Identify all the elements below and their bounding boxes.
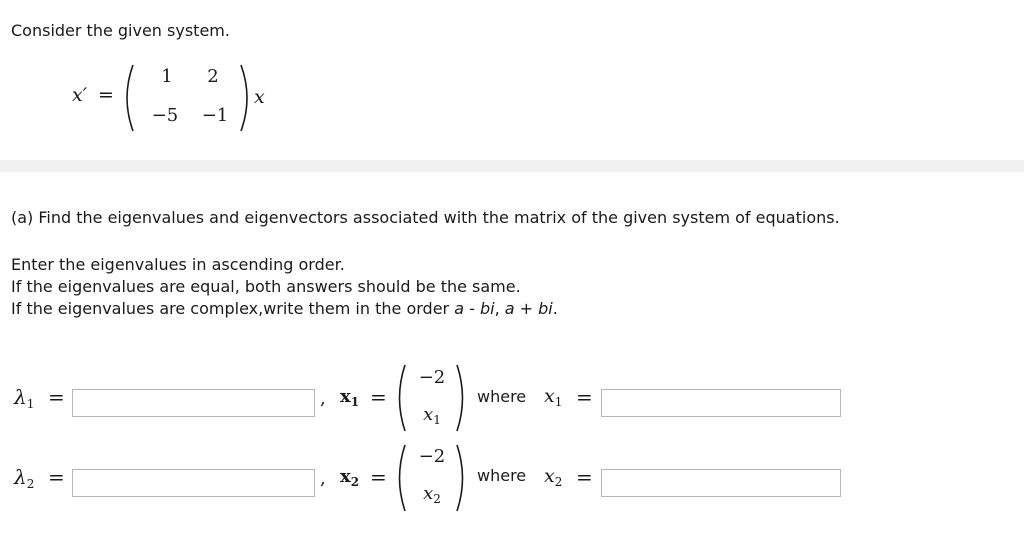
lambda-2-equals: =	[48, 465, 65, 489]
vector-1-top: −2	[418, 367, 446, 388]
instruction-complex-first: a - bi	[454, 299, 495, 318]
row-2-comma: ,	[320, 468, 326, 489]
x2-input[interactable]	[601, 469, 841, 497]
where-2-label: where	[477, 466, 527, 485]
lambda-1-label: $\lambda_1$	[14, 385, 35, 411]
instruction-complex-second: a + bi	[504, 299, 553, 318]
vector-1-right-paren	[454, 362, 470, 434]
instruction-sep: ,	[494, 299, 505, 318]
where-1-equals: =	[576, 385, 593, 409]
where-1-label: where	[477, 387, 527, 406]
part-a-question: (a) Find the eigenvalues and eigenvectors associated with the matrix of the given system of equations.	[11, 208, 840, 227]
system-lhs: x′	[72, 84, 88, 106]
row-1-comma: ,	[320, 388, 326, 409]
instruction-line-3-prefix: If the eigenvalues are complex,write them in the order	[11, 299, 455, 318]
section-divider	[0, 160, 1024, 172]
vector-1-bottom: $x_1$	[423, 404, 441, 427]
lambda-1-equals: =	[48, 385, 65, 409]
vector-2-label: $x_2$	[340, 466, 360, 489]
instruction-line-1: Enter the eigenvalues in ascending order.	[11, 255, 345, 274]
matrix-cell-21: −5	[151, 105, 179, 126]
matrix-cell-12: 2	[207, 66, 219, 87]
instruction-line-2: If the eigenvalues are equal, both answers should be the same.	[11, 277, 521, 296]
instruction-end: .	[552, 299, 558, 318]
vector-2-left-paren	[392, 442, 408, 514]
system-rhs: x	[254, 86, 265, 108]
vector-1-label: $x_1$	[340, 386, 360, 409]
matrix-cell-22: −1	[201, 105, 229, 126]
where-2-equals: =	[576, 465, 593, 489]
lambda-2-input[interactable]	[72, 469, 315, 497]
vector-2-bottom: $x_2$	[423, 483, 441, 506]
instruction-line-3	[11, 299, 558, 318]
matrix-left-paren	[118, 62, 136, 134]
vector-2-right-paren	[454, 442, 470, 514]
lambda-2-label: $\lambda_2$	[14, 465, 35, 491]
vector-1-left-paren	[392, 362, 408, 434]
where-1-var: $x_1$	[544, 385, 563, 409]
intro-text: Consider the given system.	[11, 21, 230, 40]
vector-2-top: −2	[418, 446, 446, 467]
vector-2-equals: =	[370, 465, 387, 489]
lambda-1-input[interactable]	[72, 389, 315, 417]
where-2-var: $x_2$	[544, 465, 563, 489]
x1-input[interactable]	[601, 389, 841, 417]
matrix-cell-11: 1	[161, 66, 173, 87]
vector-1-equals: =	[370, 385, 387, 409]
system-equals: =	[98, 84, 114, 106]
